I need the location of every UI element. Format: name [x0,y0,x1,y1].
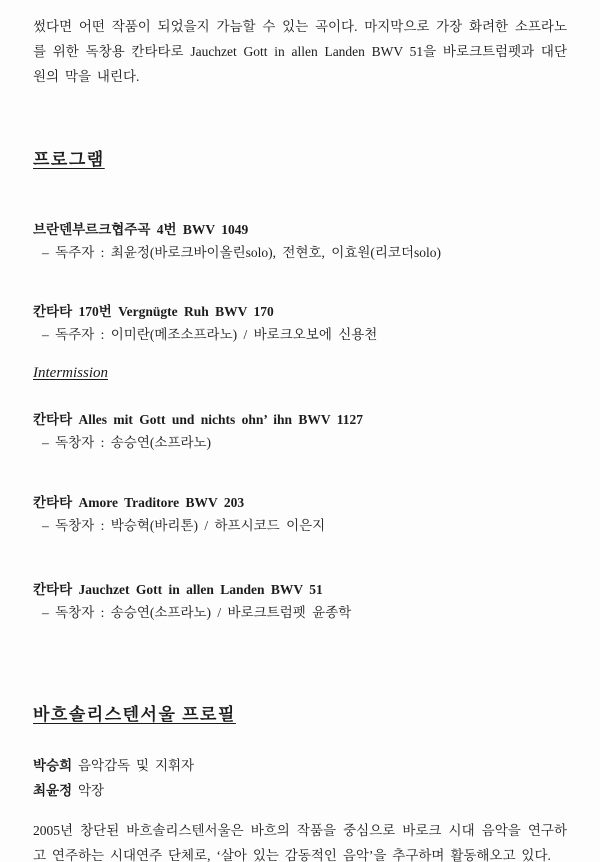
program-item [33,408,567,454]
program-item-detail: – 독주자 : 최윤정(바로크바이올린solo), 전현호, 이효원(리코더solo) [42,245,442,260]
profile-member-name: 최윤정 [33,783,73,798]
profile-member-role: 악장 [78,783,105,798]
program-item-title: 칸타타 Jauchzet Gott in allen Landen BWV 51 [33,582,323,597]
program-item [33,578,567,624]
program-item-title: 칸타타 Alles mit Gott und nichts ohn’ ihn BWV 1127 [33,412,364,427]
program-item-detail: – 독주자 : 이미란(메조소프라노) / 바로크오보에 신용천 [42,327,378,342]
program-item-title: 칸타타 Amore Traditore BWV 203 [33,495,245,510]
program-item-detail: – 독창자 : 박승혁(바리톤) / 하프시코드 이은지 [42,518,326,533]
profile-member [33,778,567,803]
profile-member [33,753,567,778]
program-item-detail: – 독창자 : 송승연(소프라노) / 바로크트럼펫 윤종학 [42,605,352,620]
program-item [33,218,567,264]
program-item [33,300,567,346]
profile-description: 2005년 창단된 바흐솔리스텐서울은 바흐의 작품을 중심으로 바로크 시대 음악을 연구하고 연주하는 시대연주 단체로, ‘살아 있는 감동적인 음악’을 추구하며 활동해오고 있다. [33,823,567,862]
profile-member-name: 박승희 [33,758,73,773]
program-item-title: 칸타타 170번 Vergnügte Ruh BWV 170 [33,304,274,319]
profile-heading: 바흐솔리스텐서울 프로필 [33,705,236,724]
profile-members [33,753,567,803]
program-item [33,491,567,537]
program-item-detail: – 독창자 : 송승연(소프라노) [42,435,212,450]
intro-paragraph: 썼다면 어떤 작품이 되었을지 가늠할 수 있는 곡이다. 마지막으로 가장 화려한 소프라노를 위한 독창용 칸타타로 Jauchzet Gott in allen Landen BWV 51을 바로크트럼펫과 대단원의 막을 내린다. [33,19,567,84]
program-heading: 프로그램 [33,150,105,169]
intermission-label: Intermission [33,365,108,381]
profile-member-role: 음악감독 및 지휘자 [78,758,195,773]
program-item-title: 브란덴부르크협주곡 4번 BWV 1049 [33,222,249,237]
